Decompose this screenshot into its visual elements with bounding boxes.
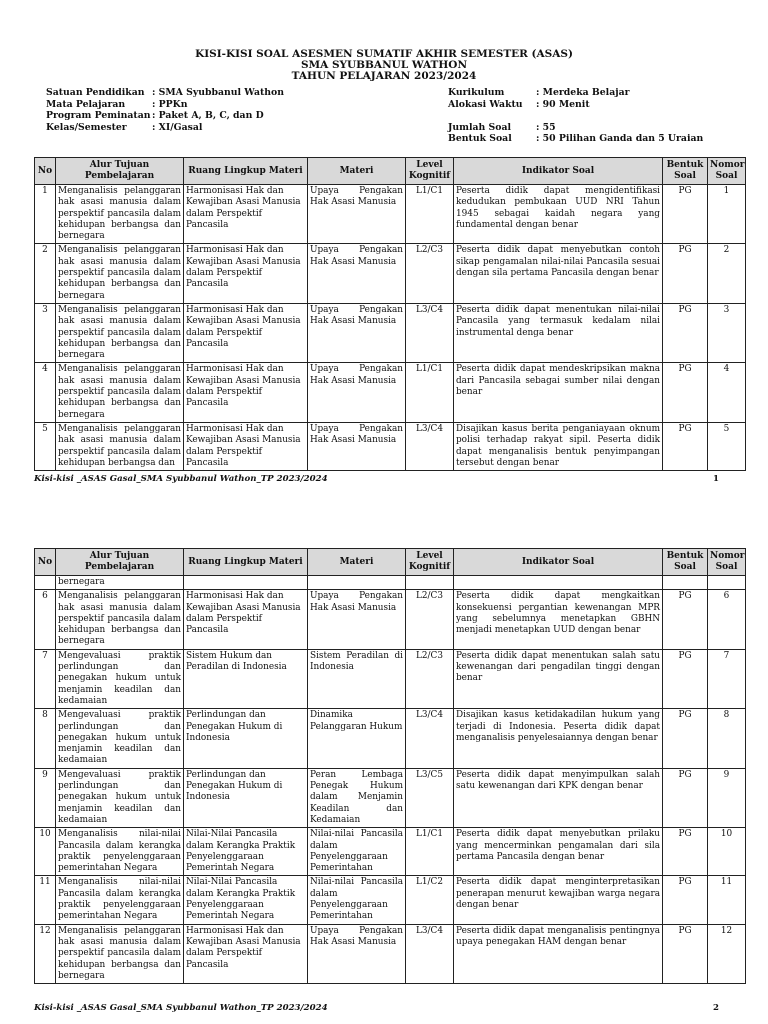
- cell-atp: Menganalisis pelanggaran hak asasi manusia dalam perspektif pancasila dalam kehidupan berbangsa dan bernegara: [56, 363, 184, 422]
- header-level: Level Kognitif: [406, 158, 454, 185]
- table-row-continuation: [35, 576, 746, 590]
- cell-bentuk: [663, 576, 708, 590]
- cell-materi: Upaya Pengakan Hak Asasi Manusia: [308, 590, 406, 649]
- meta-right: [448, 87, 703, 145]
- footer-text: Kisi-kisi _ASAS Gasal_SMA Syubbanul Wathon_TP 2023/2024: [34, 1003, 328, 1013]
- cell-level: L3/C4: [406, 924, 454, 983]
- cell-materi: Sistem Peradilan di Indonesia: [308, 649, 406, 708]
- cell-bentuk: PG: [663, 768, 708, 827]
- cell-no: 7: [35, 649, 56, 708]
- cell-indikator: Peserta didik dapat menganalisis pentingnya upaya penegakan HAM dengan benar: [454, 924, 663, 983]
- header-nomor: Nomor Soal: [708, 158, 746, 185]
- header-ruang-lingkup: Ruang Lingkup Materi: [184, 158, 308, 185]
- cell-materi: [308, 576, 406, 590]
- cell-indikator: Peserta didik dapat menyebutkan prilaku yang mencerminkan pengamalan dari sila pertama Pancasila dengan benar: [454, 828, 663, 876]
- cell-no: [35, 576, 56, 590]
- page-footer-1: [34, 474, 745, 484]
- header-indikator: Indikator Soal: [454, 158, 663, 185]
- cell-ruang: Harmonisasi Hak dan Kewajiban Asasi Manusia dalam Perspektif Pancasila: [184, 590, 308, 649]
- cell-nomor: 2: [708, 244, 746, 303]
- meta-label: Jumlah Soal: [448, 121, 512, 133]
- cell-nomor: 6: [708, 590, 746, 649]
- cell-indikator: Peserta didik dapat menentukan salah satu kewenangan dari pengadilan tinggi dengan benar: [454, 649, 663, 708]
- cell-ruang: Harmonisasi Hak dan Kewajiban Asasi Manusia dalam Perspektif Pancasila: [184, 303, 308, 362]
- cell-nomor: 10: [708, 828, 746, 876]
- meta-label: Program Peminatan: [46, 110, 151, 122]
- meta-label: Kurikulum: [448, 87, 505, 98]
- meta-value: : 55: [536, 121, 556, 133]
- meta-row: [448, 110, 703, 122]
- table-row: [35, 185, 746, 244]
- cell-indikator: Peserta didik dapat menginterpretasikan penerapan menurut kewajiban warga negara dengan benar: [454, 876, 663, 924]
- header-nomor: Nomor Soal: [708, 549, 746, 576]
- cell-ruang: Nilai-Nilai Pancasila dalam Kerangka Praktik Penyelenggaraan Pemerintah Negara: [184, 828, 308, 876]
- table-row: [35, 768, 746, 827]
- cell-level: [406, 576, 454, 590]
- meta-label: Satuan Pendidikan: [46, 87, 145, 98]
- cell-atp: Mengevaluasi praktik perlindungan dan penegakan hukum untuk menjamin keadilan dan kedamaian: [56, 709, 184, 768]
- cell-no: 5: [35, 422, 56, 470]
- cell-no: 8: [35, 709, 56, 768]
- meta-row: [448, 99, 703, 111]
- cell-ruang: Harmonisasi Hak dan Kewajiban Asasi Manusia dalam Perspektif Pancasila: [184, 244, 308, 303]
- cell-ruang: Harmonisasi Hak dan Kewajiban Asasi Manusia dalam Perspektif Pancasila: [184, 924, 308, 983]
- cell-no: 3: [35, 303, 56, 362]
- cell-atp: Menganalisis nilai-nilai Pancasila dalam kerangka praktik penyelenggaraan pemerintahan Negara: [56, 876, 184, 924]
- cell-ruang: Harmonisasi Hak dan Kewajiban Asasi Manusia dalam Perspektif Pancasila: [184, 363, 308, 422]
- table-row: [35, 924, 746, 983]
- cell-bentuk: PG: [663, 828, 708, 876]
- table-header-row: [35, 158, 746, 185]
- cell-materi: Nilai-nilai Pancasila dalam Penyelenggaraan Pemerintahan: [308, 828, 406, 876]
- kisi-table-page1: [34, 157, 746, 471]
- cell-atp: Menganalisis nilai-nilai Pancasila dalam kerangka praktik penyelenggaraan pemerintahan Negara: [56, 828, 184, 876]
- cell-level: L3/C4: [406, 303, 454, 362]
- cell-indikator: Peserta didik dapat menentukan nilai-nilai Pancasila yang termasuk kedalam nilai instrumental denga benar: [454, 303, 663, 362]
- cell-level: L3/C4: [406, 709, 454, 768]
- cell-atp: Menganalisis pelanggaran hak asasi manusia dalam perspektif pancasila dalam kehidupan berbangsa dan: [56, 422, 184, 470]
- cell-no: 9: [35, 768, 56, 827]
- cell-bentuk: PG: [663, 924, 708, 983]
- cell-materi: Upaya Pengakan Hak Asasi Manusia: [308, 303, 406, 362]
- cell-no: 2: [35, 244, 56, 303]
- meta-row: [46, 110, 284, 122]
- table-row: [35, 828, 746, 876]
- meta-row: [46, 87, 284, 99]
- table-row: [35, 709, 746, 768]
- header-bentuk: Bentuk Soal: [663, 549, 708, 576]
- cell-indikator: [454, 576, 663, 590]
- table-row: [35, 649, 746, 708]
- cell-bentuk: PG: [663, 590, 708, 649]
- header-materi: Materi: [308, 549, 406, 576]
- cell-ruang: Sistem Hukum dan Peradilan di Indonesia: [184, 649, 308, 708]
- cell-level: L2/C3: [406, 244, 454, 303]
- cell-nomor: 3: [708, 303, 746, 362]
- cell-bentuk: PG: [663, 185, 708, 244]
- cell-atp: Menganalisis pelanggaran hak asasi manusia dalam perspektif pancasila dalam kehidupan berbangsa dan bernegara: [56, 244, 184, 303]
- cell-ruang: Perlindungan dan Penegakan Hukum di Indonesia: [184, 709, 308, 768]
- doc-title-line3: TAHUN PELAJARAN 2023/2024: [291, 70, 477, 82]
- table-row: [35, 303, 746, 362]
- meta-value: : Merdeka Belajar: [536, 87, 630, 98]
- cell-nomor: 1: [708, 185, 746, 244]
- kisi-table-page2: [34, 548, 746, 984]
- cell-ruang: Perlindungan dan Penegakan Hukum di Indonesia: [184, 768, 308, 827]
- doc-title-line1: KISI-KISI SOAL ASESMEN SUMATIF AKHIR SEMESTER (ASAS): [195, 48, 573, 60]
- meta-value: : SMA Syubbanul Wathon: [152, 87, 284, 98]
- header-materi: Materi: [308, 158, 406, 185]
- cell-level: L2/C3: [406, 649, 454, 708]
- cell-indikator: Peserta didik dapat menyimpulkan salah satu kewenangan dari KPK dengan benar: [454, 768, 663, 827]
- cell-indikator: Disajikan kasus ketidakadilan hukum yang terjadi di Indonesia. Peserta didik dapat menganalisis penyelesaiannya dengan benar: [454, 709, 663, 768]
- table-row: [35, 244, 746, 303]
- cell-bentuk: PG: [663, 422, 708, 470]
- header-no: No: [35, 158, 56, 185]
- page-number: 1: [713, 474, 719, 484]
- meta-value: : Paket A, B, C, dan D: [152, 110, 264, 122]
- cell-no: 12: [35, 924, 56, 983]
- cell-materi: Dinamika Pelanggaran Hukum: [308, 709, 406, 768]
- meta-label: Kelas/Semester: [46, 121, 127, 133]
- cell-level: L1/C2: [406, 876, 454, 924]
- cell-atp: Menganalisis pelanggaran hak asasi manusia dalam perspektif pancasila dalam kehidupan berbangsa dan bernegara: [56, 303, 184, 362]
- table-row: [35, 590, 746, 649]
- cell-materi: Upaya Pengakan Hak Asasi Manusia: [308, 244, 406, 303]
- cell-atp: Mengevaluasi praktik perlindungan dan penegakan hukum untuk menjamin keadilan dan kedamaian: [56, 649, 184, 708]
- header-bentuk: Bentuk Soal: [663, 158, 708, 185]
- cell-nomor: 5: [708, 422, 746, 470]
- footer-text: Kisi-kisi _ASAS Gasal_SMA Syubbanul Wathon_TP 2023/2024: [34, 474, 328, 484]
- cell-nomor: 8: [708, 709, 746, 768]
- cell-indikator: Disajikan kasus berita penganiayaan oknum polisi terhadap rakyat sipil. Peserta didik dapat menganalisis bentuk penyimpangan tersebut dengan benar: [454, 422, 663, 470]
- meta-label: Alokasi Waktu: [448, 98, 523, 110]
- meta-label: [448, 110, 536, 122]
- cell-materi: Peran Lembaga Penegak Hukum dalam Menjamin Keadilan dan Kedamaian: [308, 768, 406, 827]
- meta-value: : PPKn: [152, 98, 188, 110]
- cell-level: L1/C1: [406, 828, 454, 876]
- table-row: [35, 876, 746, 924]
- cell-atp: Menganalisis pelanggaran hak asasi manusia dalam perspektif pancasila dalam kehidupan berbangsa dan bernegara: [56, 924, 184, 983]
- cell-bentuk: PG: [663, 649, 708, 708]
- cell-atp: Menganalisis pelanggaran hak asasi manusia dalam perspektif pancasila dalam kehidupan berbangsa dan bernegara: [56, 590, 184, 649]
- header-atp: Alur Tujuan Pembelajaran: [56, 158, 184, 185]
- cell-level: L1/C1: [406, 185, 454, 244]
- cell-bentuk: PG: [663, 303, 708, 362]
- cell-materi: Upaya Pengakan Hak Asasi Manusia: [308, 363, 406, 422]
- cell-level: L2/C3: [406, 590, 454, 649]
- cell-atp: Mengevaluasi praktik perlindungan dan penegakan hukum untuk menjamin keadilan dan kedamaian: [56, 768, 184, 827]
- header-ruang-lingkup: Ruang Lingkup Materi: [184, 549, 308, 576]
- cell-indikator: Peserta didik dapat mengkaitkan konsekuensi pergantian kewenangan MPR yang sebelumnya menetapkan GBHN menjadi menetapkan UUD dengan benar: [454, 590, 663, 649]
- cell-ruang: [184, 576, 308, 590]
- cell-nomor: [708, 576, 746, 590]
- header-no: No: [35, 549, 56, 576]
- header-atp: Alur Tujuan Pembelajaran: [56, 549, 184, 576]
- cell-materi: Nilai-nilai Pancasila dalam Penyelenggaraan Pemerintahan: [308, 876, 406, 924]
- header-indikator: Indikator Soal: [454, 549, 663, 576]
- cell-ruang: Nilai-Nilai Pancasila dalam Kerangka Praktik Penyelenggaraan Pemerintah Negara: [184, 876, 308, 924]
- cell-indikator: Peserta didik dapat mendeskripsikan makna dari Pancasila sebagai sumber nilai dengan benar: [454, 363, 663, 422]
- cell-bentuk: PG: [663, 244, 708, 303]
- cell-atp: Menganalisis pelanggaran hak asasi manusia dalam perspektif pancasila dalam kehidupan berbangsa dan bernegara: [56, 185, 184, 244]
- cell-materi: Upaya Pengakan Hak Asasi Manusia: [308, 185, 406, 244]
- page-footer-2: [34, 1003, 745, 1013]
- cell-level: L3/C4: [406, 422, 454, 470]
- cell-nomor: 7: [708, 649, 746, 708]
- header-level: Level Kognitif: [406, 549, 454, 576]
- table-row: [35, 422, 746, 470]
- cell-indikator: Peserta didik dapat mengidentifikasi kedudukan pembukaan UUD NRI Tahun 1945 sebagai kaidah negara yang fundamental dengan benar: [454, 185, 663, 244]
- meta-value: : 50 Pilihan Ganda dan 5 Uraian: [536, 133, 704, 145]
- cell-bentuk: PG: [663, 709, 708, 768]
- cell-indikator: Peserta didik dapat menyebutkan contoh sikap pengamalan nilai-nilai Pancasila sesuai dengan sila pertama Pancasila dengan benar: [454, 244, 663, 303]
- cell-ruang: Harmonisasi Hak dan Kewajiban Asasi Manusia dalam Perspektif Pancasila: [184, 422, 308, 470]
- cell-atp: bernegara: [56, 576, 184, 590]
- cell-nomor: 12: [708, 924, 746, 983]
- cell-nomor: 9: [708, 768, 746, 827]
- cell-no: 11: [35, 876, 56, 924]
- cell-nomor: 11: [708, 876, 746, 924]
- meta-row: [448, 122, 703, 134]
- cell-level: L1/C1: [406, 363, 454, 422]
- cell-level: L3/C5: [406, 768, 454, 827]
- meta-left: [46, 87, 284, 133]
- meta-row: [46, 99, 284, 111]
- document-header: [0, 49, 768, 82]
- table-row: [35, 363, 746, 422]
- meta-row: [448, 87, 703, 99]
- cell-no: 10: [35, 828, 56, 876]
- meta-row: [448, 133, 703, 145]
- cell-ruang: Harmonisasi Hak dan Kewajiban Asasi Manusia dalam Perspektif Pancasila: [184, 185, 308, 244]
- meta-value: : XI/Gasal: [152, 121, 203, 133]
- cell-bentuk: PG: [663, 363, 708, 422]
- doc-title-line2: SMA SYUBBANUL WATHON: [300, 59, 468, 71]
- meta-row: [46, 122, 284, 134]
- meta-value: : 90 Menit: [536, 98, 590, 110]
- page-number: 2: [713, 1003, 719, 1013]
- cell-no: 6: [35, 590, 56, 649]
- meta-label: Mata Pelajaran: [46, 98, 126, 110]
- cell-nomor: 4: [708, 363, 746, 422]
- cell-bentuk: PG: [663, 876, 708, 924]
- cell-materi: Upaya Pengakan Hak Asasi Manusia: [308, 422, 406, 470]
- cell-no: 4: [35, 363, 56, 422]
- cell-materi: Upaya Pengakan Hak Asasi Manusia: [308, 924, 406, 983]
- meta-label: Bentuk Soal: [448, 133, 512, 145]
- cell-no: 1: [35, 185, 56, 244]
- table-header-row: [35, 549, 746, 576]
